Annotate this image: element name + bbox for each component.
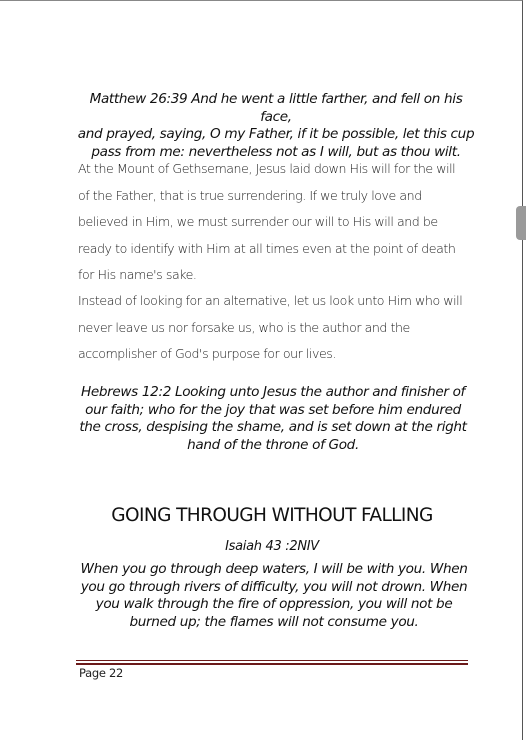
hebrews-verse-line-4: hand of the throne of God.: [187, 436, 359, 453]
paragraph-1-line-3: believed in Him, we must surrender our will to His will and be: [78, 214, 438, 229]
hebrews-verse-line-1: Hebrews 12:2 Looking unto Jesus the author and finisher of: [80, 384, 465, 400]
matthew-verse-line-2: and prayed, saying, O my Father, if it be possible, let this cup: [77, 126, 475, 142]
paragraph-1-line-5: for His name's sake.: [78, 267, 197, 282]
paragraph-1-line-4: ready to identify with Him at all times even at the point of death: [78, 240, 456, 256]
section-heading: GOING THROUGH WITHOUT FALLING: [111, 505, 433, 526]
isaiah-verse-line-3: you walk through the fire of oppression, you will not be: [95, 596, 453, 612]
matthew-verse-line-1: Matthew 26:39 And he went a little farther, and fell on his face,: [89, 91, 463, 125]
body-paragraph-2: [78, 288, 478, 368]
paragraph-2-line-1: Instead of looking for an alternative, let us look unto Him who will: [78, 293, 463, 308]
isaiah-verse-line-2: you go through rivers of difficulty, you will not drown. When: [80, 578, 468, 595]
isaiah-verse: [70, 561, 478, 631]
footer-divider-thick: [76, 663, 468, 665]
hebrews-verse-line-3: the cross, despising the shame, and is set down at the right: [79, 419, 467, 435]
footer-divider: [76, 660, 468, 661]
hebrews-verse-line-2: our faith; who for the joy that was set before him endured: [85, 401, 461, 418]
isaiah-verse-line-1: When you go through deep waters, I will be with you. When: [80, 561, 468, 577]
paragraph-2-line-2: never leave us nor forsake us, who is the author and the: [78, 319, 410, 335]
paragraph-1-line-2: of the Father, that is true surrendering. If we truly love and: [78, 187, 422, 203]
hebrews-verse: [78, 384, 468, 454]
page-number: Page 22: [79, 666, 124, 680]
matthew-verse: [72, 91, 480, 161]
isaiah-verse-line-4: burned up; the flames will not consume you.: [129, 613, 419, 630]
paragraph-2-line-3: accomplisher of God's purpose for our lives.: [78, 346, 336, 361]
paragraph-1-line-1: At the Mount of Gethsemane, Jesus laid down His will for the will: [78, 161, 456, 176]
scroll-handle[interactable]: [516, 206, 526, 240]
matthew-verse-line-3: pass from me: nevertheless not as I will, but as thou wilt.: [91, 143, 461, 160]
body-paragraph-1: [78, 156, 478, 289]
scripture-reference: Isaiah 43 :2NIV: [225, 539, 319, 554]
